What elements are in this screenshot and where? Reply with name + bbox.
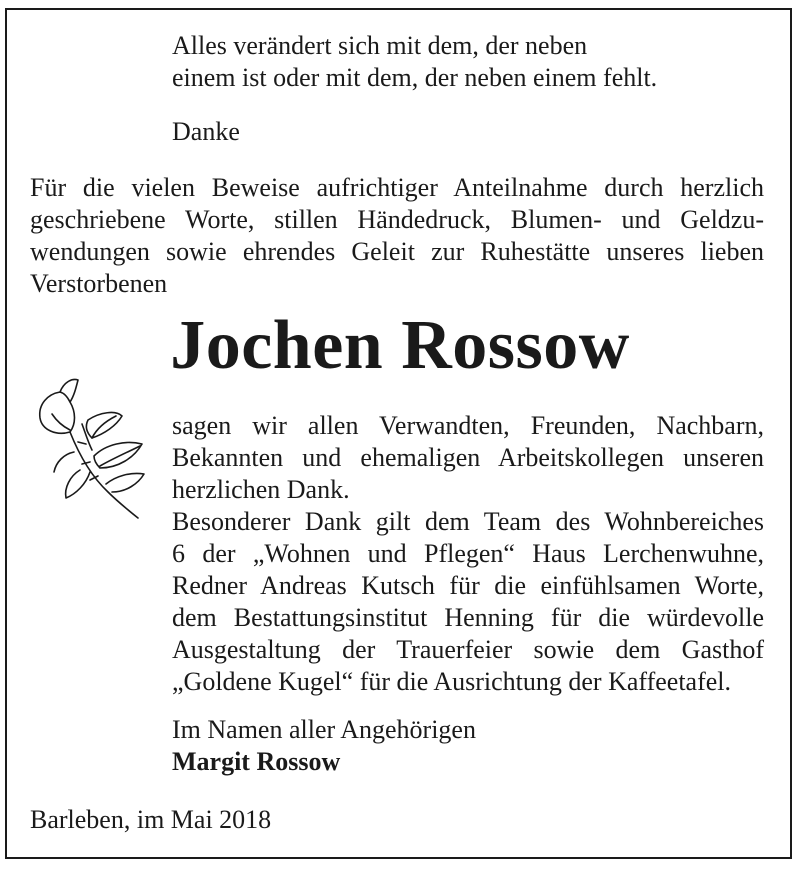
place-date: Barleben, im Mai 2018 xyxy=(30,805,272,834)
thanks-line: „Goldene Kugel“ für die Ausrichtung der Kaffeetafel. xyxy=(172,667,732,696)
intro-line: Für die vielen Beweise aufrichtiger Anteilnahme durch herzlich xyxy=(30,173,764,202)
quote-line-1: Alles verändert sich mit dem, der neben xyxy=(172,31,588,60)
thanks-line: Bekannten und ehemaligen Arbeitskollegen unseren xyxy=(172,443,764,472)
calla-lily-icon xyxy=(30,372,155,524)
intro-paragraph xyxy=(30,172,764,300)
epigraph-quote xyxy=(172,30,657,94)
quote-line-2: einem ist oder mit dem, der neben einem fehlt. xyxy=(172,63,658,92)
intro-line: geschriebene Worte, stillen Händedruck, Blumen- und Geldzu- xyxy=(30,205,764,234)
thanks-paragraph xyxy=(172,410,764,698)
intro-line: wendungen sowie ehrendes Geleit zur Ruhestätte unseres lieben xyxy=(30,237,764,266)
thanks-line: Besonderer Dank gilt dem Team des Wohnbereiches xyxy=(172,507,764,536)
thanks-line: Redner Andreas Kutsch für die einfühlsamen Worte, xyxy=(172,571,764,600)
intro-line: Verstorbenen xyxy=(30,269,168,298)
thanks-line: sagen wir allen Verwandten, Freunden, Nachbarn, xyxy=(172,411,764,440)
thanks-line: dem Bestattungsinstitut Henning für die würdevolle xyxy=(172,603,764,632)
signature-intro: Im Namen aller Angehörigen xyxy=(172,715,476,744)
danke-heading: Danke xyxy=(172,117,240,146)
deceased-name: Jochen Rossow xyxy=(170,307,630,384)
signature-name: Margit Rossow xyxy=(172,747,341,776)
thanks-line: herzlichen Dank. xyxy=(172,475,350,504)
thanks-line: Ausgestaltung der Trauerfeier sowie dem Gasthof xyxy=(172,635,764,664)
thanks-line: 6 der „Wohnen und Pflegen“ Haus Lerchenwuhne, xyxy=(172,539,764,568)
